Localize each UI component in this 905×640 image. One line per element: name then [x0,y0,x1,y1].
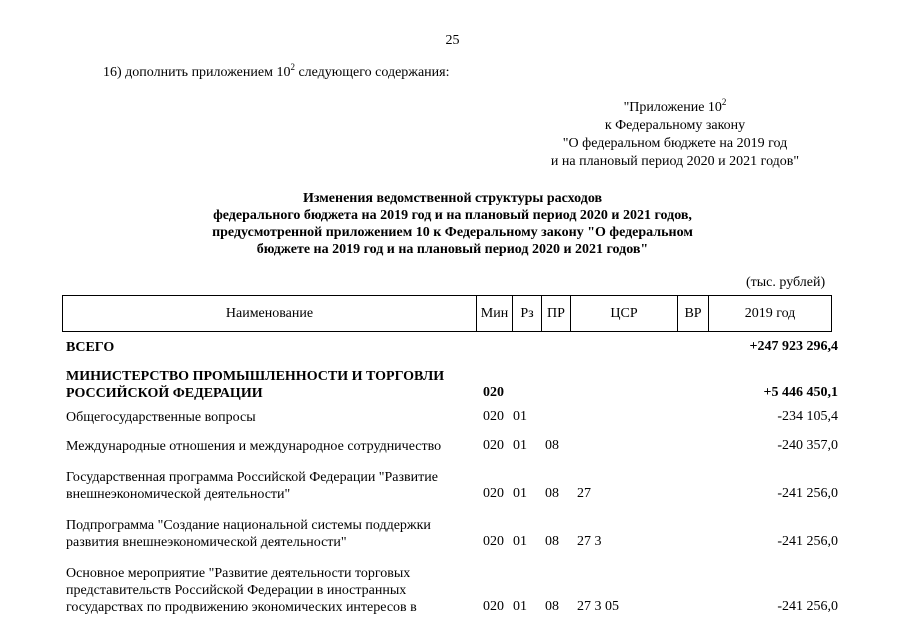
title-line-2: федерального бюджета на 2019 год и на плановый период 2020 и 2021 годов, [213,208,692,223]
row-name [66,339,474,356]
cell-rz: 01 [513,409,527,424]
cell-min: 020 [483,385,504,400]
annex-line-2: к Федеральному закону [604,118,746,133]
cell-min: 020 [483,409,504,424]
row-name-line: РОССИЙСКОЙ ФЕДЕРАЦИИ [66,386,263,401]
row-name-line: Международные отношения и международное сотрудничество [66,439,442,454]
intro-text-end: следующего содержания: [294,65,450,80]
cell-amount: -234 105,4 [777,409,838,424]
cell-pr: 08 [545,438,559,453]
cell-amount: -241 256,0 [777,599,838,614]
annex-superscript: 2 [721,97,727,107]
cell-pr: 08 [545,534,559,549]
cell-min: 020 [483,438,504,453]
cell-amount: +5 446 450,1 [763,385,838,400]
cell-csr: 27 3 [577,534,602,549]
table-header [62,295,832,332]
row-name-line: представительств Российской Федерации в иностранных [66,583,407,598]
page-number: 25 [445,33,460,48]
row-name [66,565,474,616]
header-year: 2019 год [709,296,832,332]
cell-rz: 01 [513,534,527,549]
cell-min: 020 [483,599,504,614]
cell-amount: -240 357,0 [777,438,838,453]
title-line-1: Изменения ведомственной структуры расходов [302,191,603,206]
cell-rz: 01 [513,438,527,453]
row-name-line: Основное мероприятие "Развитие деятельности торговых [66,566,411,581]
row-name-line: ВСЕГО [66,340,115,355]
cell-rz: 01 [513,486,527,501]
cell-pr: 08 [545,599,559,614]
cell-csr: 27 [577,486,591,501]
row-name [66,409,474,426]
title-line-4: бюджете на 2019 год и на плановый период 2020 и 2021 годов" [256,242,649,257]
annex-line-1: "Приложение $10^2$ [623,97,727,115]
cell-csr: 27 3 05 [577,599,619,614]
row-name-line: развития внешнеэкономической деятельности" [66,535,347,550]
document-title [0,190,905,258]
header-min: Мин [477,296,513,332]
row-name-line: государствах по продвижению экономических интересов в [66,600,417,615]
annex-reference [530,99,820,171]
intro-text: 16) дополнить приложением 10 [103,65,291,80]
row-name [66,368,474,402]
cell-pr: 08 [545,486,559,501]
row-name-line: внешнеэкономической деятельности" [66,487,291,502]
cell-amount: -241 256,0 [777,534,838,549]
cell-min: 020 [483,534,504,549]
header-name: Наименование [63,296,477,332]
header-pr: ПР [542,296,571,332]
row-name [66,438,474,455]
annex-line-4: и на плановый период 2020 и 2021 годов" [550,154,800,169]
row-name-line: Общегосударственные вопросы [66,410,256,425]
cell-min: 020 [483,486,504,501]
cell-amount: +247 923 296,4 [749,339,838,354]
header-csr: ЦСР [571,296,678,332]
annex-line-3: "О федеральном бюджете на 2019 год [562,136,788,151]
title-line-3: предусмотренной приложением 10 к Федеральному закону "О федеральном [212,225,693,240]
row-name-line: МИНИСТЕРСТВО ПРОМЫШЛЕННОСТИ И ТОРГОВЛИ [66,369,445,384]
header-vr: ВР [678,296,709,332]
cell-amount: -241 256,0 [777,486,838,501]
units-label: (тыс. рублей) [746,275,826,290]
intro-paragraph [103,62,450,81]
cell-rz: 01 [513,599,527,614]
row-name [66,517,474,551]
intro-superscript: 2 [290,62,295,72]
header-rz: Рз [513,296,542,332]
row-name-line: Государственная программа Российской Федерации "Развитие [66,470,438,485]
row-name-line: Подпрограмма "Создание национальной системы поддержки [66,518,431,533]
row-name [66,469,474,503]
